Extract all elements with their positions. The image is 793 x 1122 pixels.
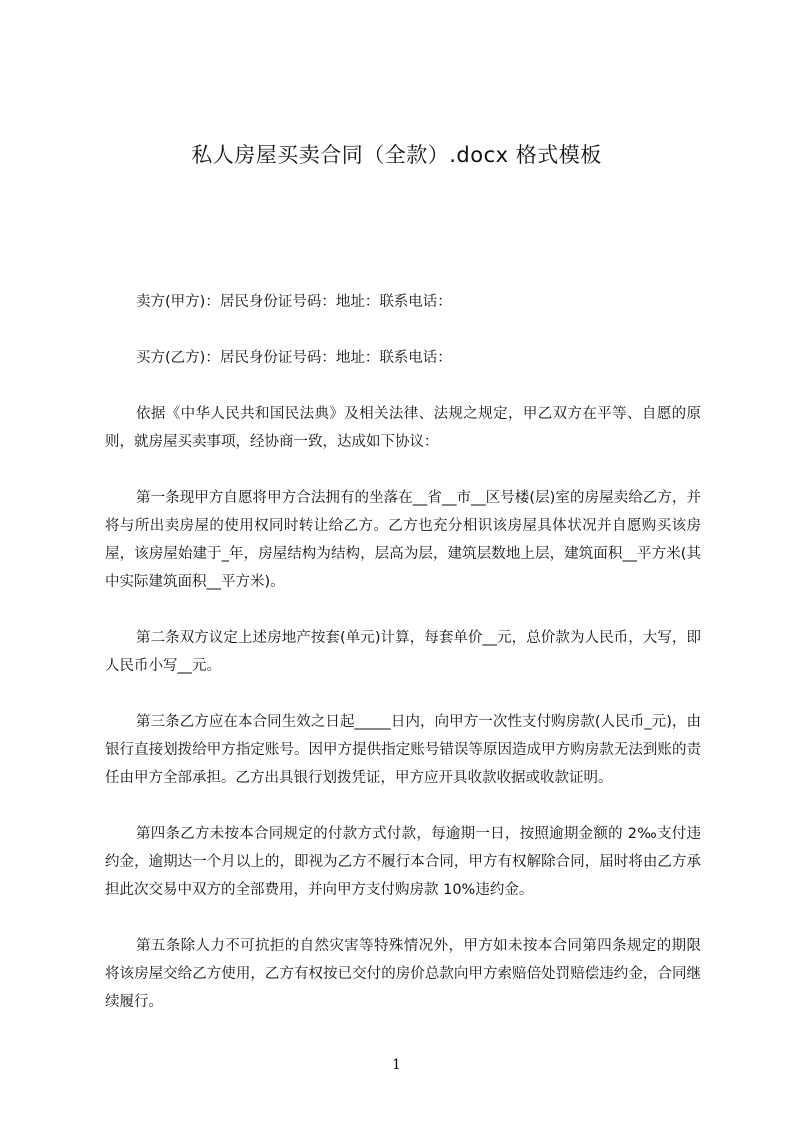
seller-info-paragraph: 卖方(甲方)：居民身份证号码：地址：联系电话： (136, 294, 452, 310)
article-4-paragraph: 第四条乙方未按本合同规定的付款方式付款，每逾期一日，按照逾期金额的 2‰支付违约金，逾期达一个月以上的，即视为乙方不履行本合同，甲方有权解除合同，届时将由乙方承担此次交易中双方的全部费用，并向甲方支付购房款 10%违约金。 (105, 826, 701, 898)
article-2-paragraph: 第二条双方议定上述房地产按套(单元)计算，每套单价__元，总价款为人民币，大写，即人民币小写__元。 (105, 630, 701, 674)
page-number: 1 (392, 1057, 401, 1073)
document-body (105, 288, 701, 1044)
buyer-info-paragraph: 买方(乙方)：居民身份证号码：地址：联系电话： (136, 350, 452, 366)
article-3-paragraph: 第三条乙方应在本合同生效之日起_____日内，向甲方一次性支付购房款(人民币_元)，由银行直接划拨给甲方指定账号。因甲方提供指定账号错误等原因造成甲方购房款无法到账的责任由甲方全部承担。乙方出具银行划拨凭证，甲方应开具收款收据或收款证明。 (105, 714, 701, 786)
article-1-paragraph: 第一条现甲方自愿将甲方合法拥有的坐落在__省__市__区号楼(层)室的房屋卖给乙方，并将与所出卖房屋的使用权同时转让给乙方。乙方也充分相识该房屋具体状况并自愿购买该房屋，该房屋始建于_年，房屋结构为结构，层高为层，建筑层数地上层，建筑面积__平方米(其中实际建筑面积__平方米)。 (105, 490, 701, 590)
document-title: 私人房屋买卖合同（全款）.docx 格式模板 (191, 143, 602, 167)
article-5-paragraph: 第五条除人力不可抗拒的自然灾害等特殊情况外，甲方如未按本合同第四条规定的期限将该房屋交给乙方使用，乙方有权按已交付的房价总款向甲方索赔倍处罚赔偿违约金，合同继续履行。 (105, 938, 701, 1010)
preamble-paragraph: 依据《中华人民共和国民法典》及相关法律、法规之规定，甲乙双方在平等、自愿的原则，就房屋买卖事项，经协商一致，达成如下协议： (105, 406, 701, 450)
